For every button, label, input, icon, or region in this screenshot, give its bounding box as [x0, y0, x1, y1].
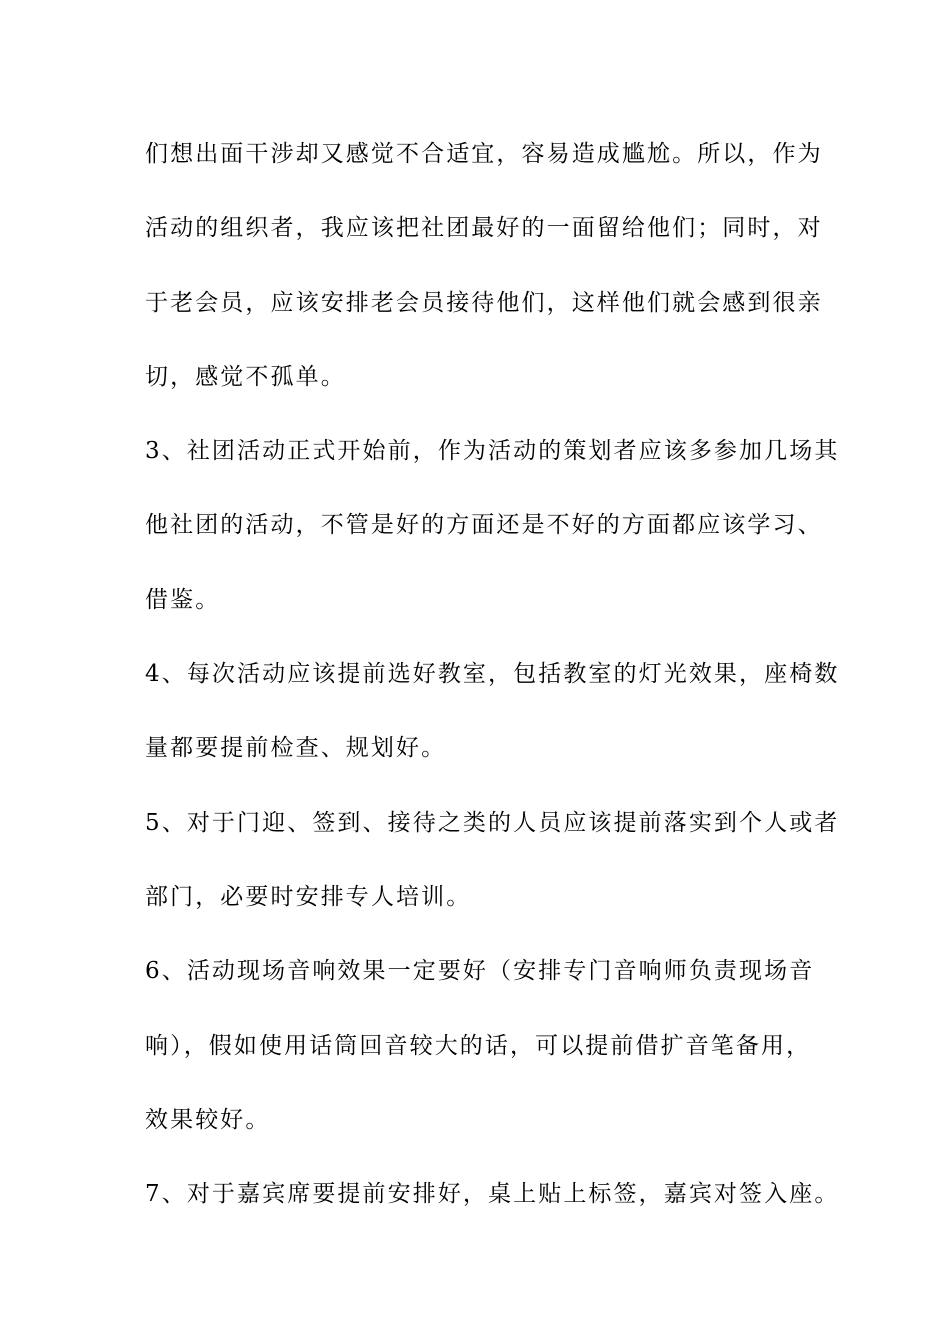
text-line: 借鉴。 — [145, 586, 221, 613]
text-line: 部门，必要时安排专人培训。 — [145, 883, 472, 910]
text-line: 响），假如使用话筒回音较大的话，可以提前借扩音笔备用， — [145, 1032, 812, 1059]
text-line: 活动的组织者，我应该把社团最好的一面留给他们；同时，对 — [145, 215, 823, 242]
text-line: 4、每次活动应该提前选好教室，包括教室的灯光效果，座椅数 — [145, 661, 840, 688]
text-line: 3、社团活动正式开始前，作为活动的策划者应该多参加几场其 — [145, 438, 840, 465]
text-line: 切，感觉不孤单。 — [145, 363, 346, 390]
text-line: 6、活动现场音响效果一定要好（安排专门音响师负责现场音 — [145, 958, 815, 985]
text-line: 量都要提前检查、规划好。 — [145, 735, 447, 762]
text-line: 于老会员，应该安排老会员接待他们，这样他们就会感到很亲 — [145, 289, 823, 316]
text-line: 们想出面干涉却又感觉不合适宜，容易造成尴尬。所以，作为 — [145, 141, 823, 167]
text-line: 5、对于门迎、签到、接待之类的人员应该提前落实到个人或者 — [145, 809, 840, 836]
body-text — [145, 128, 840, 1242]
text-line: 7、对于嘉宾席要提前安排好，桌上贴上标签，嘉宾对签入座。 — [145, 1181, 840, 1208]
text-line: 效果较好。 — [145, 1106, 271, 1133]
text-line: 他社团的活动，不管是好的方面还是不好的方面都应该学习、 — [145, 512, 823, 539]
